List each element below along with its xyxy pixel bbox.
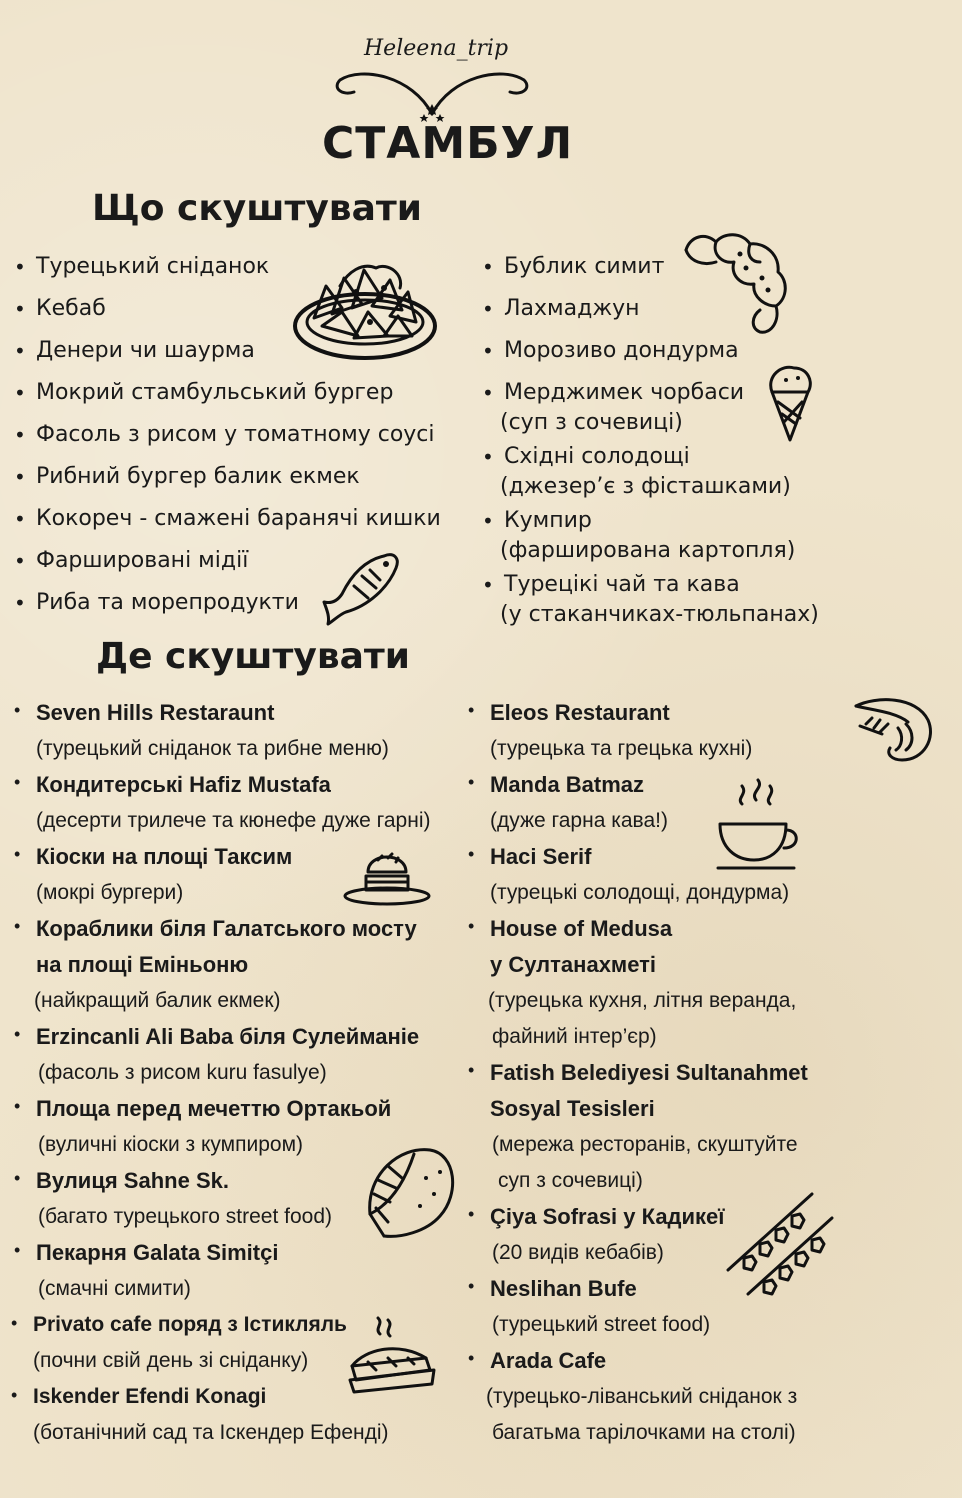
place-name: у Султанахметі xyxy=(490,952,657,977)
place-name: Sosyal Tesisleri xyxy=(490,1096,655,1121)
where-to-eat-heading: Де скуштувати xyxy=(96,636,410,677)
list-item: • Мерджимек чорбаси xyxy=(504,378,744,408)
place-desc: (турецькі солодощі, дондурма) xyxy=(490,881,790,904)
list-item: • Кебаб xyxy=(36,294,106,324)
place-desc: (десерти трилече та кюнефе дуже гарні) xyxy=(36,809,431,832)
list-item: • Бублик симит xyxy=(504,252,664,282)
place-name: • Çiya Sofrasi у Кадикеї xyxy=(490,1204,724,1230)
place-desc: (почни свій день зі сніданку) xyxy=(33,1349,309,1372)
place-name: • Privato cafe поряд з Істикляль xyxy=(33,1313,347,1337)
list-item: • Морозиво дондурма xyxy=(504,336,739,366)
place-name: • Кораблики біля Галатського мосту xyxy=(36,916,417,942)
ice-cream-cone-icon xyxy=(764,362,816,444)
place-desc: (турецько-ліванський сніданок з xyxy=(486,1385,798,1408)
list-item: • Фаршировані мідії xyxy=(36,546,248,576)
ornament-icon xyxy=(332,66,532,126)
place-name: • Haci Serif xyxy=(490,844,592,870)
list-item: • Денери чи шаурма xyxy=(36,336,255,366)
place-name: • Manda Batmaz xyxy=(490,772,644,798)
place-name: • Seven Hills Restaraunt xyxy=(36,700,274,726)
place-name: • Eleos Restaurant xyxy=(490,700,670,726)
place-desc: (вуличні кіоски з кумпиром) xyxy=(38,1133,304,1156)
pie-icon xyxy=(346,1318,438,1396)
place-desc: (турецький сніданок та рибне меню) xyxy=(36,737,389,760)
place-desc: (смачні симити) xyxy=(38,1277,191,1300)
place-desc: суп з сочевиці) xyxy=(498,1169,643,1192)
place-desc: (багато турецького street food) xyxy=(38,1205,333,1228)
nachos-plate-icon xyxy=(292,252,438,364)
place-desc: (мокрі бургери) xyxy=(36,881,184,904)
place-desc: (фасоль з рисом kuru fasulye) xyxy=(38,1061,327,1084)
what-to-eat-heading: Що скуштувати xyxy=(92,188,422,229)
place-name: • House of Medusa xyxy=(490,916,672,942)
kebab-skewers-icon xyxy=(724,1188,836,1300)
place-name: • Вулиця Sahne Sk. xyxy=(36,1168,229,1194)
place-desc: багатьма тарілочками на столі) xyxy=(492,1421,796,1444)
list-item: • Кокореч - смажені баранячі кишки xyxy=(36,504,441,534)
list-item: • Турецікі чай та кава xyxy=(504,570,740,600)
place-name: • Arada Cafe xyxy=(490,1348,606,1374)
place-name: • Iskender Efendi Konagi xyxy=(33,1385,266,1409)
place-name: • Erzincanli Ali Baba біля Сулейманіе xyxy=(36,1024,419,1050)
place-desc: файний інтер’єр) xyxy=(492,1025,657,1048)
list-item: • Кумпир xyxy=(504,506,592,536)
place-desc: (найкращий балик екмек) xyxy=(34,989,281,1012)
place-name: • Площа перед мечеттю Ортакьой xyxy=(36,1096,391,1122)
place-desc: (20 видів кебабів) xyxy=(492,1241,664,1264)
place-name: • Кондитерські Hafiz Mustafa xyxy=(36,772,331,798)
place-desc: (турецький street food) xyxy=(492,1313,711,1336)
place-name: • Neslihan Bufe xyxy=(490,1276,637,1302)
list-item-note: (джезер’є з фісташками) xyxy=(500,474,791,499)
list-item-note: (суп з сочевиці) xyxy=(500,410,683,435)
place-name: • Кіоски на площі Таксим xyxy=(36,844,292,870)
list-item: • Фасоль з рисом у томатному соусі xyxy=(36,420,435,450)
taco-icon xyxy=(360,1144,460,1242)
coffee-cup-icon xyxy=(714,776,804,872)
list-item: • Східні солодощі xyxy=(504,442,690,472)
place-name: • Пекарня Galata Simitçi xyxy=(36,1240,278,1266)
place-desc: (мережа ресторанів, скуштуйте xyxy=(492,1133,798,1156)
burger-icon xyxy=(342,842,432,906)
shrimp-icon xyxy=(852,694,936,768)
place-desc: (ботанічний сад та Іскендер Ефенді) xyxy=(33,1421,389,1444)
list-item: • Турецький сніданок xyxy=(36,252,269,282)
list-item: • Лахмаджун xyxy=(504,294,640,324)
list-item: • Мокрий стамбульський бургер xyxy=(36,378,393,408)
list-item: • Риба та морепродукти xyxy=(36,588,299,618)
fish-icon xyxy=(322,548,402,626)
brand-signature: Heleena_trip xyxy=(364,36,509,61)
place-desc: (дуже гарна кава!) xyxy=(490,809,668,832)
place-name: на площі Еміньоню xyxy=(36,952,249,977)
list-item-note: (фарширована картопля) xyxy=(500,538,796,563)
place-desc: (турецька кухня, літня веранда, xyxy=(488,989,797,1012)
list-item-note: (у стаканчиках-тюльпанах) xyxy=(500,602,819,627)
list-item: • Рибний бургер балик екмек xyxy=(36,462,360,492)
croissant-icon xyxy=(680,228,792,340)
place-name: • Fatish Belediyesi Sultanahmet xyxy=(490,1060,808,1086)
place-desc: (турецька та грецька кухні) xyxy=(490,737,753,760)
page-title: СТАМБУЛ xyxy=(322,118,574,169)
